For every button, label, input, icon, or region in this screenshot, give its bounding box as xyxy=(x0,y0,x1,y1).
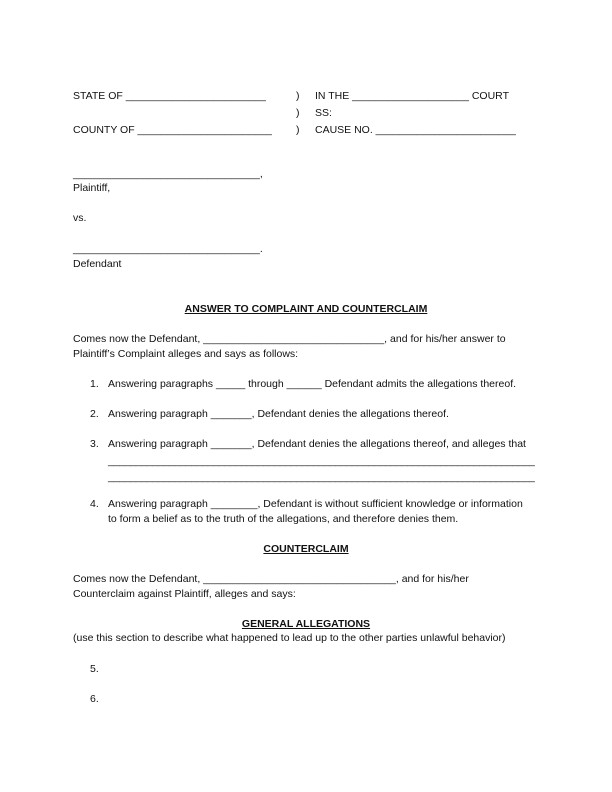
caption-paren: ) xyxy=(296,107,300,119)
counterclaim-intro-line: Counterclaim against Plaintiff, alleges and says: xyxy=(73,588,296,600)
list-number: 3. xyxy=(90,438,99,450)
answer-title: ANSWER TO COMPLAINT AND COUNTERCLAIM xyxy=(184,303,428,315)
list-item-text: Answering paragraph _______, Defendant denies the allegations thereof. xyxy=(108,408,449,420)
counterclaim-intro-line: Comes now the Defendant, _________________________________, and for his/her xyxy=(73,573,469,585)
caption-paren: ) xyxy=(296,124,300,136)
general-allegations-note: (use this section to describe what happened to lead up to the other parties unlawful behavior) xyxy=(73,632,506,644)
ss-label: SS: xyxy=(315,107,332,119)
defendant-label: Defendant xyxy=(73,258,122,270)
list-number: 5. xyxy=(90,663,99,675)
general-allegations-title: GENERAL ALLEGATIONS xyxy=(241,618,371,630)
plaintiff-label: Plaintiff, xyxy=(73,182,111,194)
list-item-text: Answering paragraph ________, Defendant is without sufficient knowledge or information xyxy=(108,498,523,510)
blank-line: _____________________________________________________________________________ xyxy=(108,471,535,483)
blank-line: _____________________________________________________________________________ xyxy=(108,455,535,467)
list-number: 1. xyxy=(90,378,99,390)
defendant-blank: ________________________________. xyxy=(73,243,263,255)
court-line: IN THE ____________________ COURT xyxy=(315,90,509,102)
counterclaim-title: COUNTERCLAIM xyxy=(263,543,349,555)
answer-intro-line: Plaintiff’s Complaint alleges and says as follows: xyxy=(73,348,299,360)
vs-label: vs. xyxy=(73,212,87,224)
list-item-text: to form a belief as to the truth of the allegations, and therefore denies them. xyxy=(108,513,459,525)
list-number: 4. xyxy=(90,498,99,510)
state-line: STATE OF ________________________ xyxy=(73,90,266,102)
caption-paren: ) xyxy=(296,90,300,102)
list-number: 2. xyxy=(90,408,99,420)
list-number: 6. xyxy=(90,693,99,705)
list-item-text: Answering paragraphs _____ through ______ Defendant admits the allegations thereof. xyxy=(108,378,517,390)
county-line: COUNTY OF _______________________ xyxy=(73,124,272,136)
plaintiff-blank: ________________________________, xyxy=(73,168,263,180)
cause-number-line: CAUSE NO. ________________________ xyxy=(315,124,516,136)
list-item-text: Answering paragraph _______, Defendant denies the allegations thereof, and alleges that xyxy=(108,438,526,450)
answer-intro-line: Comes now the Defendant, _______________________________, and for his/her answer to xyxy=(73,333,506,345)
